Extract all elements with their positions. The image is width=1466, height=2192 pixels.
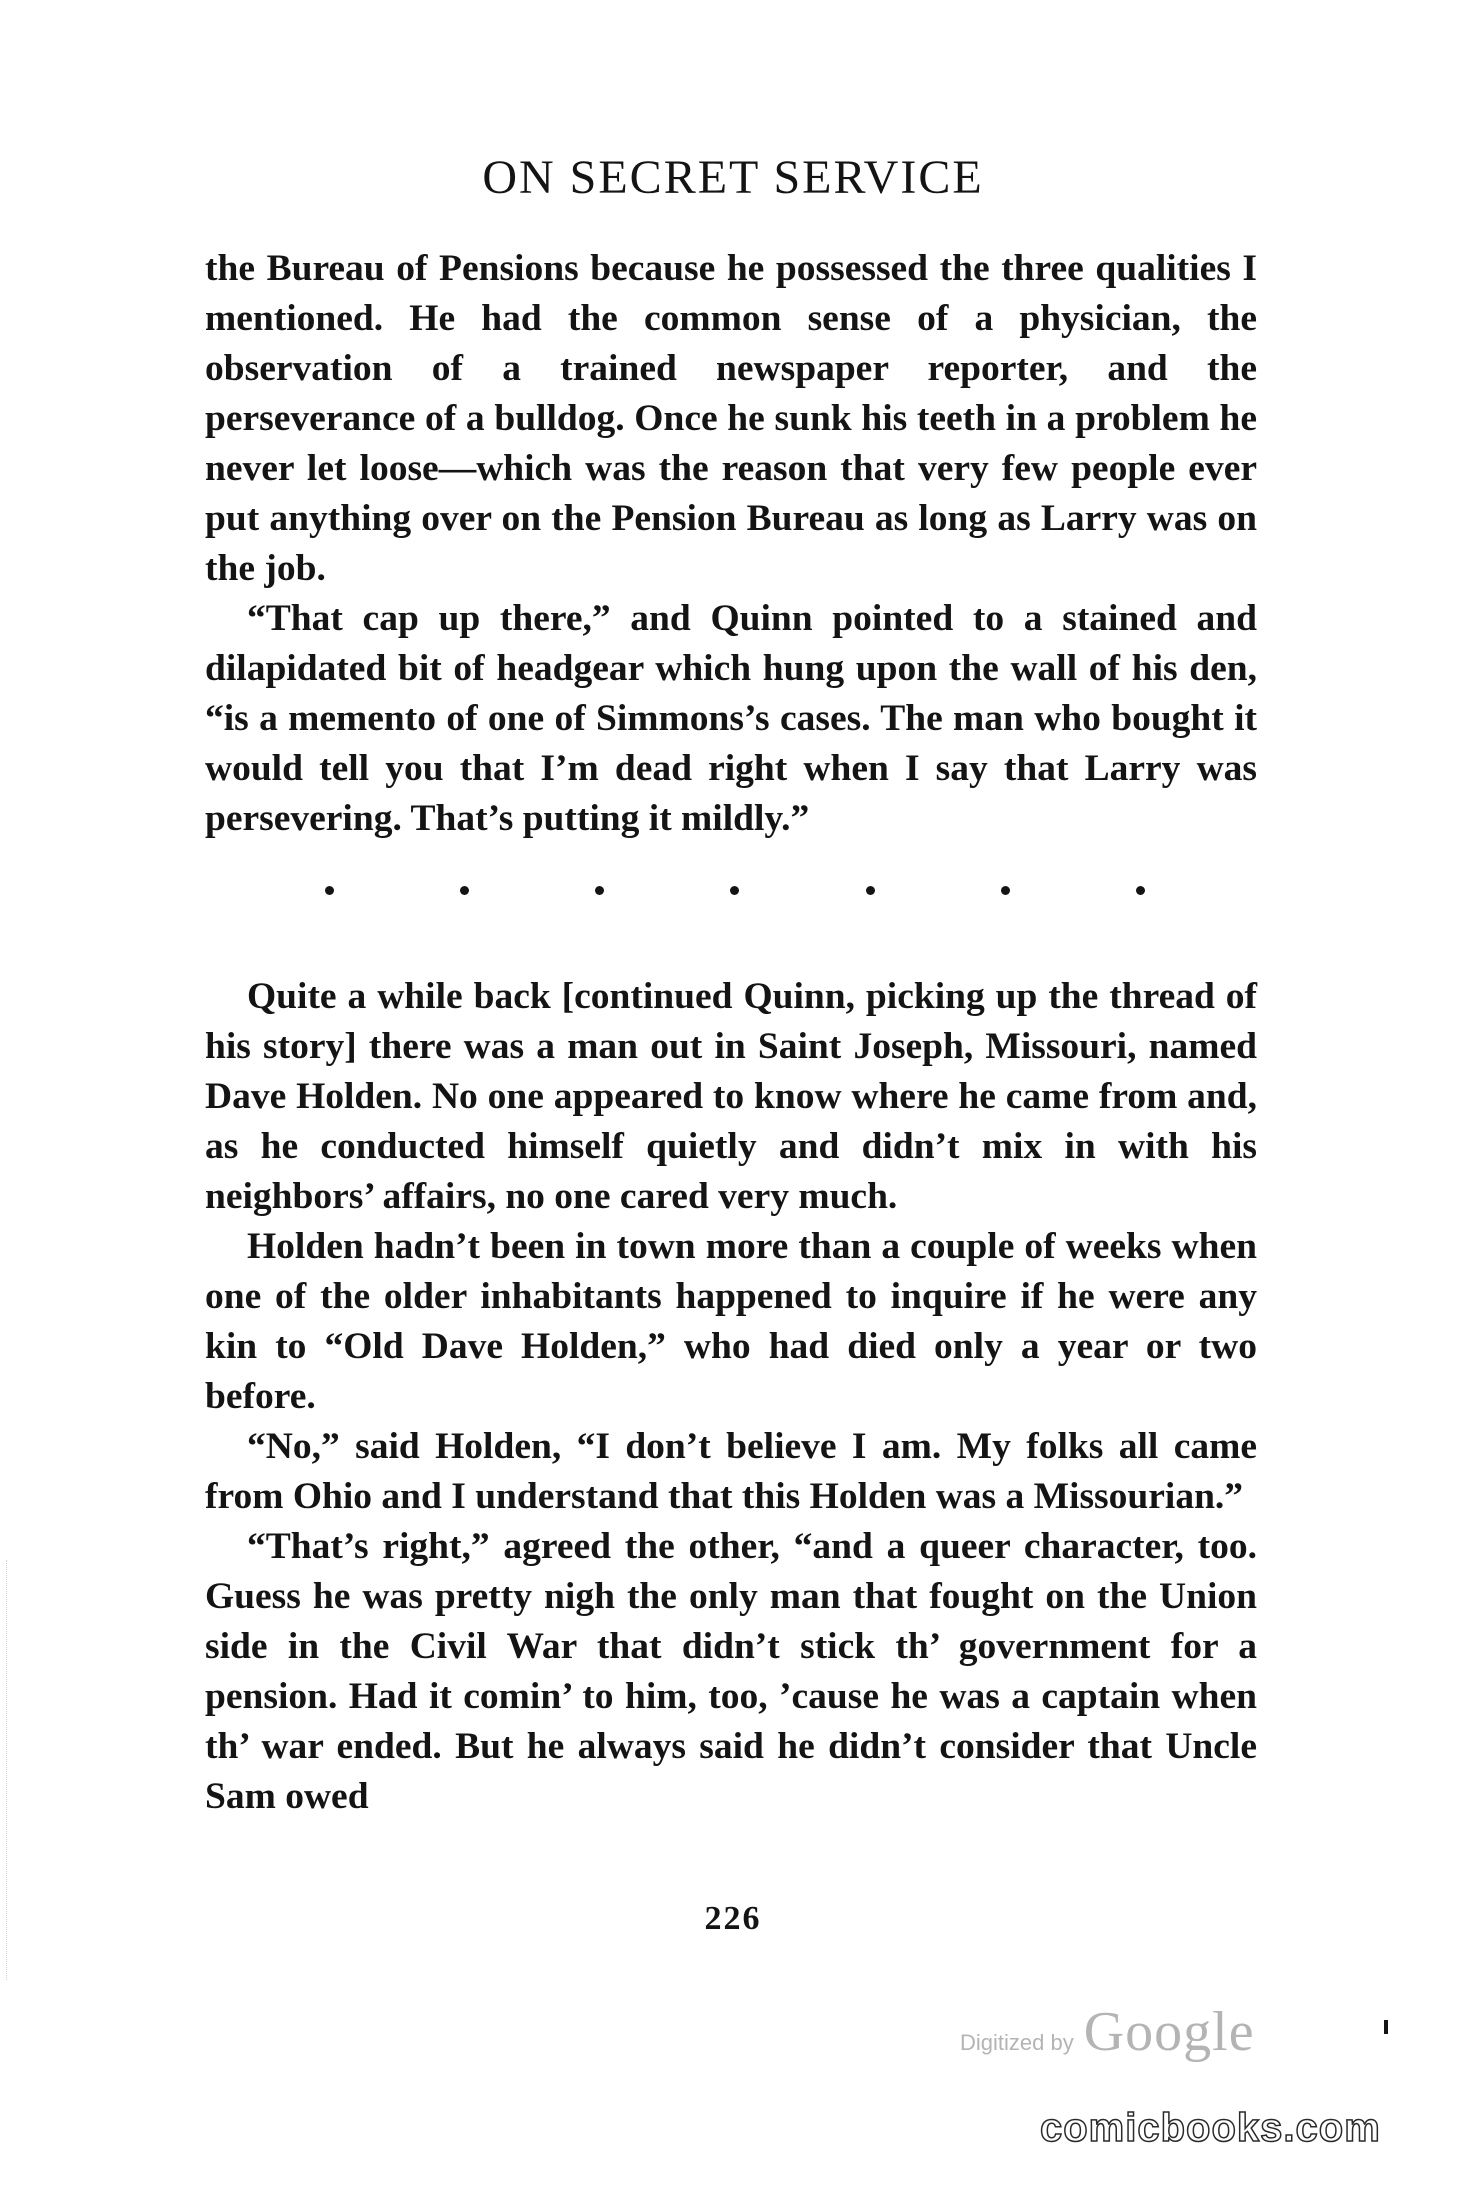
section-gap [205,910,1257,972]
section-break-dot [1001,886,1010,895]
digitized-prefix: Digitized by [960,2030,1074,2055]
section-break-dot [460,886,469,895]
section-break-dot [730,886,739,895]
body-text [205,244,1257,1822]
running-head: ON SECRET SERVICE [482,151,984,204]
section-break-dot [1136,886,1145,895]
paragraph-continued: the Bureau of Pensions because he possessed the three qualities I mentioned. He had the common sense of a physician, the observation of a trained newspaper reporter, and the perseverance of a bulldog. Once he sunk his teeth in a problem he never let loose—which was the reason that very few people ever put anything over on the Pension Bureau as long as Larry was on the job. [205,248,1257,589]
paragraph-cap-memento: “That cap up there,” and Quinn pointed to a stained and dilapidated bit of headgear which hung upon the wall of his den, “is a memento of one of Simmons’s cases. The man who bought it would tell you that I’m dead right when I say that Larry was persevering. That’s putting it mildly.” [205,598,1257,839]
paragraph-old-inhabitant: Holden hadn’t been in town more than a couple of weeks when one of the older inhabitants happened to inquire if he were any kin to “Old Dave Holden,” who had died only a year or two before. [205,1226,1257,1417]
section-break-dot [325,886,334,895]
page-number: 226 [704,1900,762,1937]
paragraph-dave-holden: Quite a while back [continued Quinn, picking up the thread of his story] there was a man out in Saint Joseph, Missouri, named Dave Holden. No one appeared to know where he came from and, as he conducted himself quietly and didn’t mix in with his neighbors’ affairs, no one cared very much. [205,976,1257,1217]
digitized-by-stamp [960,2000,1255,2064]
section-break-dot [866,886,875,895]
section-break-dot [595,886,604,895]
margin-mark [1384,2020,1388,2034]
section-break [325,870,1145,910]
digitized-brand-logo: Google [1083,2001,1255,2063]
watermark: comicbooks.com [1040,2106,1381,2150]
paragraph-queer-character: “That’s right,” agreed the other, “and a queer character, too. Guess he was pretty nigh the only man that fought on the Union side in the Civil War that didn’t stick th’ government for a pension. Had it comin’ to him, too, ’cause he was a captain when th’ war ended. But he always said he didn’t consider that Uncle Sam owed [205,1526,1257,1817]
scan-edge-marks [6,1560,9,1980]
paragraph-holden-reply: “No,” said Holden, “I don’t believe I am. My folks all came from Ohio and I understand that this Holden was a Missourian.” [205,1426,1257,1517]
